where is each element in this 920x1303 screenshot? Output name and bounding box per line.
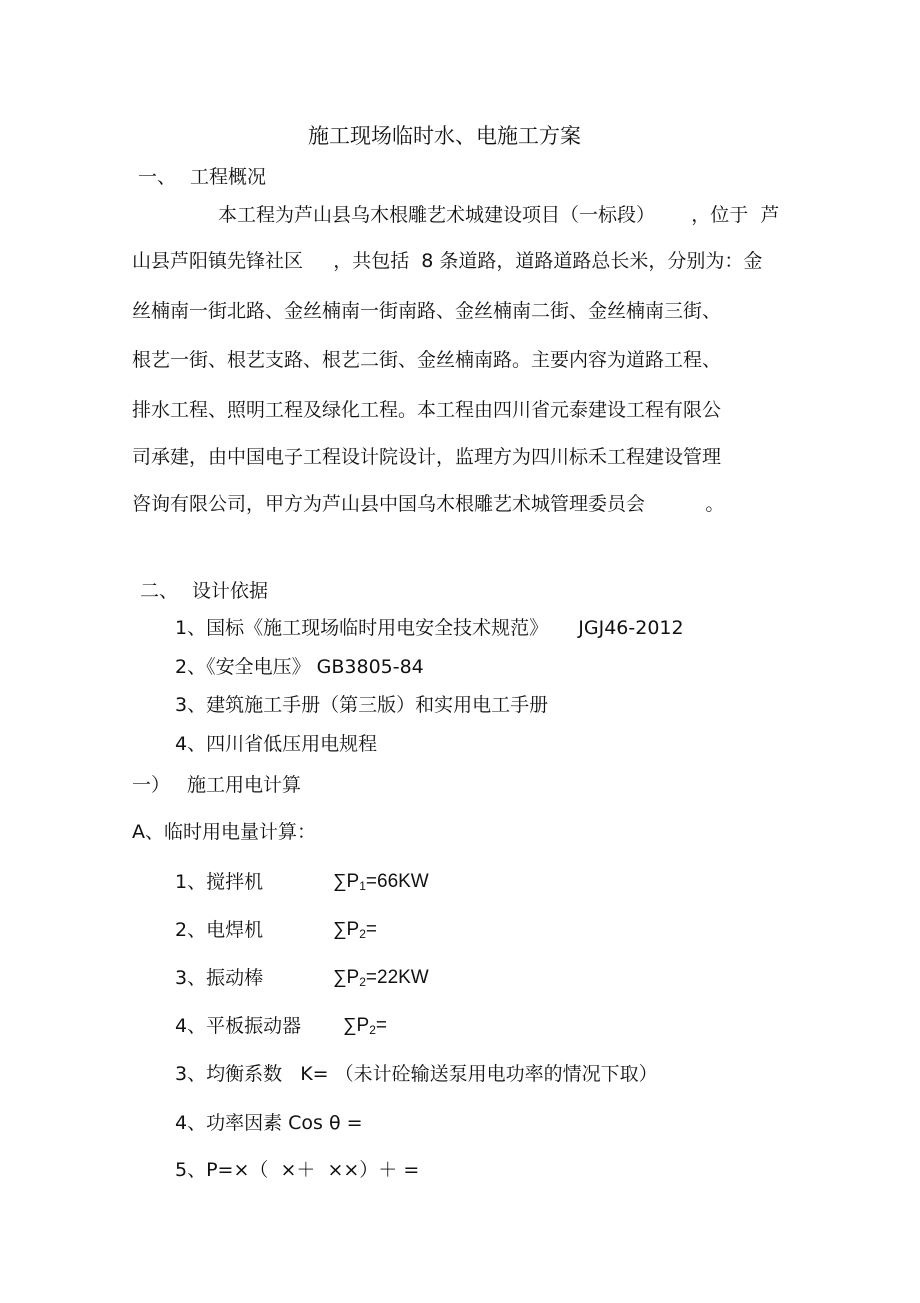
basis-item: 4、四川省低压用电规程 xyxy=(175,733,378,755)
power-formula: 5、P=×（ ×＋ ××）＋ = xyxy=(175,1159,420,1181)
subsection-heading: 施工用电计算 xyxy=(187,774,302,796)
load-item-label: 4、平板振动器 xyxy=(175,1015,302,1037)
load-item-value: $\sum P_2=$ xyxy=(343,1015,388,1037)
load-item-label: 1、搅拌机 xyxy=(175,871,264,893)
paragraph-line: 根艺一街、根艺支路、根艺二街、金丝楠南路。主要内容为道路工程、 xyxy=(132,349,722,371)
balance-coefficient: 3、均衡系数 K= （未计砼输送泵用电功率的情况下取） xyxy=(175,1063,658,1085)
basis-item: 1、国标《施工现场临时用电安全技术规范》 JGJ46-2012 xyxy=(175,617,684,639)
paragraph-line: 山县芦阳镇先锋社区 ，共包括 8 条道路，道路道路总长米，分别为：金 xyxy=(132,250,763,272)
paragraph-line: 本工程为芦山县乌木根雕艺术城建设项目（一标段） ，位于 芦 xyxy=(218,204,780,226)
basis-item: 3、建筑施工手册（第三版）和实用电工手册 xyxy=(175,694,549,716)
load-item-label: 2、电焊机 xyxy=(175,919,264,941)
power-factor: 4、功率因素 Cos θ = xyxy=(175,1112,363,1134)
subsection-number: 一） xyxy=(132,774,171,796)
partA-heading: A、临时用电量计算： xyxy=(132,821,316,843)
section2-heading: 设计依据 xyxy=(192,580,269,602)
section2-number: 二、 xyxy=(140,580,179,602)
load-item-label: 3、振动棒 xyxy=(175,967,264,989)
load-item-value: $\sum P_1=66KW$ xyxy=(333,871,429,893)
load-item-value: $\sum P_2=$ xyxy=(333,919,378,941)
doc-title: 施工现场临时水、电施工方案 xyxy=(308,124,581,148)
section1-number: 一、 xyxy=(138,166,177,188)
paragraph-line: 排水工程、照明工程及绿化工程。本工程由四川省元泰建设工程有限公 xyxy=(132,399,722,421)
paragraph-line: 丝楠南一街北路、金丝楠南一街南路、金丝楠南二街、金丝楠南三街、 xyxy=(132,300,722,322)
basis-item: 2、《安全电压》 GB3805-84 xyxy=(175,656,424,678)
paragraph-line: 咨询有限公司，甲方为芦山县中国乌木根雕艺术城管理委员会 。 xyxy=(132,493,725,515)
section1-heading: 工程概况 xyxy=(190,166,267,188)
load-item-value: $\sum P_2=22KW$ xyxy=(333,967,429,989)
paragraph-line: 司承建，由中国电子工程设计院设计，监理方为四川标禾工程建设管理 xyxy=(132,446,722,468)
